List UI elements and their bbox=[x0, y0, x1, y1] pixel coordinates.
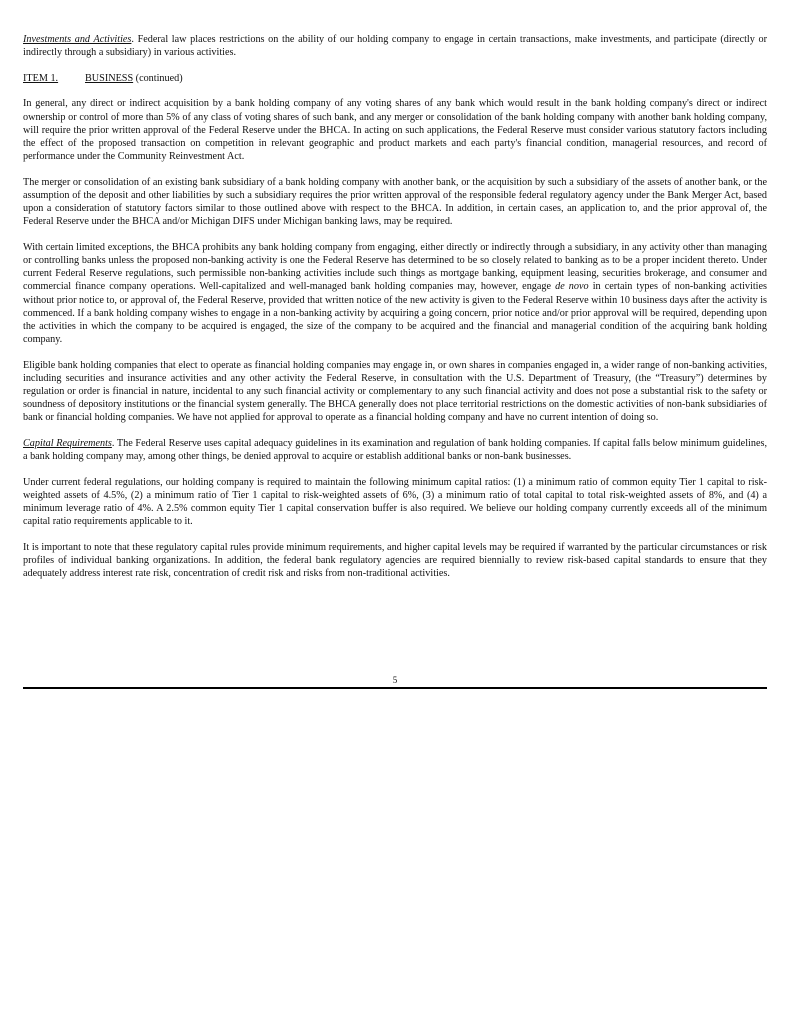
item-heading bbox=[23, 72, 767, 85]
paragraph-minimum-requirements: It is important to note that these regulatory capital rules provide minimum requirements, and higher capital levels may be required if warranted by the particular circumstances or risk profiles of individual banking organizations. In addition, the federal bank regulatory agencies are required biennially to review risk-based capital standards to ensure that they adequately address interest rate risk, concentration of credit risk and risks from non-traditional activities. bbox=[23, 541, 767, 580]
paragraph-text: in certain types of non-banking activities without prior notice to, or approval of, the Federal Reserve, provided that written notice of the new activity is given to the Federal Reserve within 10 business days after the activity is commenced. If a bank holding company wishes to engage in a non-banking activity by acquiring a going concern, prior notice and/or prior approval will be required, depending upon the activities in which the company to be acquired is engaged, the size of the company to be acquired and the financial and managerial condition of the acquiring bank holding company. bbox=[23, 281, 767, 345]
paragraph-financial-holding-companies: Eligible bank holding companies that elect to operate as financial holding companies may engage in, or own shares in companies engaged in, a wider range of non-banking activities, including securities and insurance activities and any other activity the Federal Reserve, in consultation with the U.S. Department of Treasury, (the “Treasury”) determines by regulation or order is financial in nature, incidental to any such financial activity or complementary to any such financial activity and does not pose a substantial risk to the safety or soundness of depository institutions or the financial system generally. The BHCA generally does not place territorial restrictions on the domestic activities of non-bank subsidiaries of bank or financial holding companies. We have not applied for approval to operate as a financial holding company and have no current intention of doing so. bbox=[23, 359, 767, 424]
item-title: BUSINESS bbox=[85, 72, 134, 84]
footer-divider bbox=[23, 687, 767, 689]
italic-term-de-novo: de novo bbox=[555, 281, 589, 293]
paragraph-text: . The Federal Reserve uses capital adequacy guidelines in its examination and regulation of bank holding companies. If capital falls below minimum guidelines, a bank holding company may, among other things, be denied approval to acquire or establish additional banks or non-bank businesses. bbox=[23, 437, 767, 463]
paragraph-acquisition: In general, any direct or indirect acquisition by a bank holding company of any voting shares of any bank which would result in the bank holding company's direct or indirect ownership or control of more than 5% of any class of voting shares of such bank, and any merger or consolidation of the bank holding company with another bank holding company, will require the prior written approval of the Federal Reserve under the BHCA. In acting on such applications, the Federal Reserve must consider various statutory factors including the effect of the proposed transaction on competition in relevant geographic and product markets and each party's financial condition, managerial resources, and record of performance under the Community Reinvestment Act. bbox=[23, 98, 767, 163]
paragraph-capital-requirements bbox=[23, 437, 767, 463]
paragraph-investments-and-activities bbox=[23, 33, 767, 59]
item-title-suffix: (continued) bbox=[133, 72, 183, 84]
section-title-investments-and-activities: Investments and Activities bbox=[23, 34, 132, 45]
section-title-capital-requirements: Capital Requirements bbox=[23, 437, 112, 449]
paragraph-merger: The merger or consolidation of an existing bank subsidiary of a bank holding company with another bank, or the acquisition by such a subsidiary of the assets of another bank, or the assumption of the deposit and other liabilities by such a subsidiary requires the prior written approval of the responsible federal regulatory agency under the Bank Merger Act, based upon a consideration of statutory factors similar to those outlined above with respect to the BHCA. In addition, in certain cases, an application to, and the prior approval of, the Federal Reserve under the BHCA and/or Michigan DIFS under Michigan banking laws, may be required. bbox=[23, 176, 767, 228]
item-number: ITEM 1. bbox=[23, 72, 59, 84]
paragraph-text: . Federal law places restrictions on the ability of our holding company to engage in certain transactions, make investments, and participate (directly or indirectly through a subsidiary) in various activities. bbox=[23, 34, 767, 59]
document-body bbox=[23, 33, 767, 593]
paragraph-limited-exceptions bbox=[23, 241, 767, 346]
paragraph-capital-ratios: Under current federal regulations, our holding company is required to maintain the following minimum capital ratios: (1) a minimum ratio of common equity Tier 1 capital to risk-weighted assets of 4.5%, (2) a minimum ratio of Tier 1 capital to risk-weighted assets of 6%, (3) a minimum ratio of total capital to total risk-weighted assets of 8%, and (4) a minimum leverage ratio of 4%. A 2.5% common equity Tier 1 capital conservation buffer is also required. We believe our holding company currently exceeds all of the minimum capital ratio requirements applicable to it. bbox=[23, 476, 767, 528]
page-number: 5 bbox=[392, 675, 398, 685]
paragraph-text: With certain limited exceptions, the BHCA prohibits any bank holding company from engaging, either directly or indirectly through a subsidiary, in any activity other than managing or controlling banks unless the proposed non-banking activity is one the Federal Reserve has determined to be so closely related to banking as to be a proper incident thereto. Under current Federal Reserve regulations, such permissible non-banking activities include such things as mortgage banking, equipment leasing, securities brokerage, and consumer and commercial finance company operations. Well-capitalized and well-managed bank holding companies may, however, engage bbox=[23, 241, 767, 293]
